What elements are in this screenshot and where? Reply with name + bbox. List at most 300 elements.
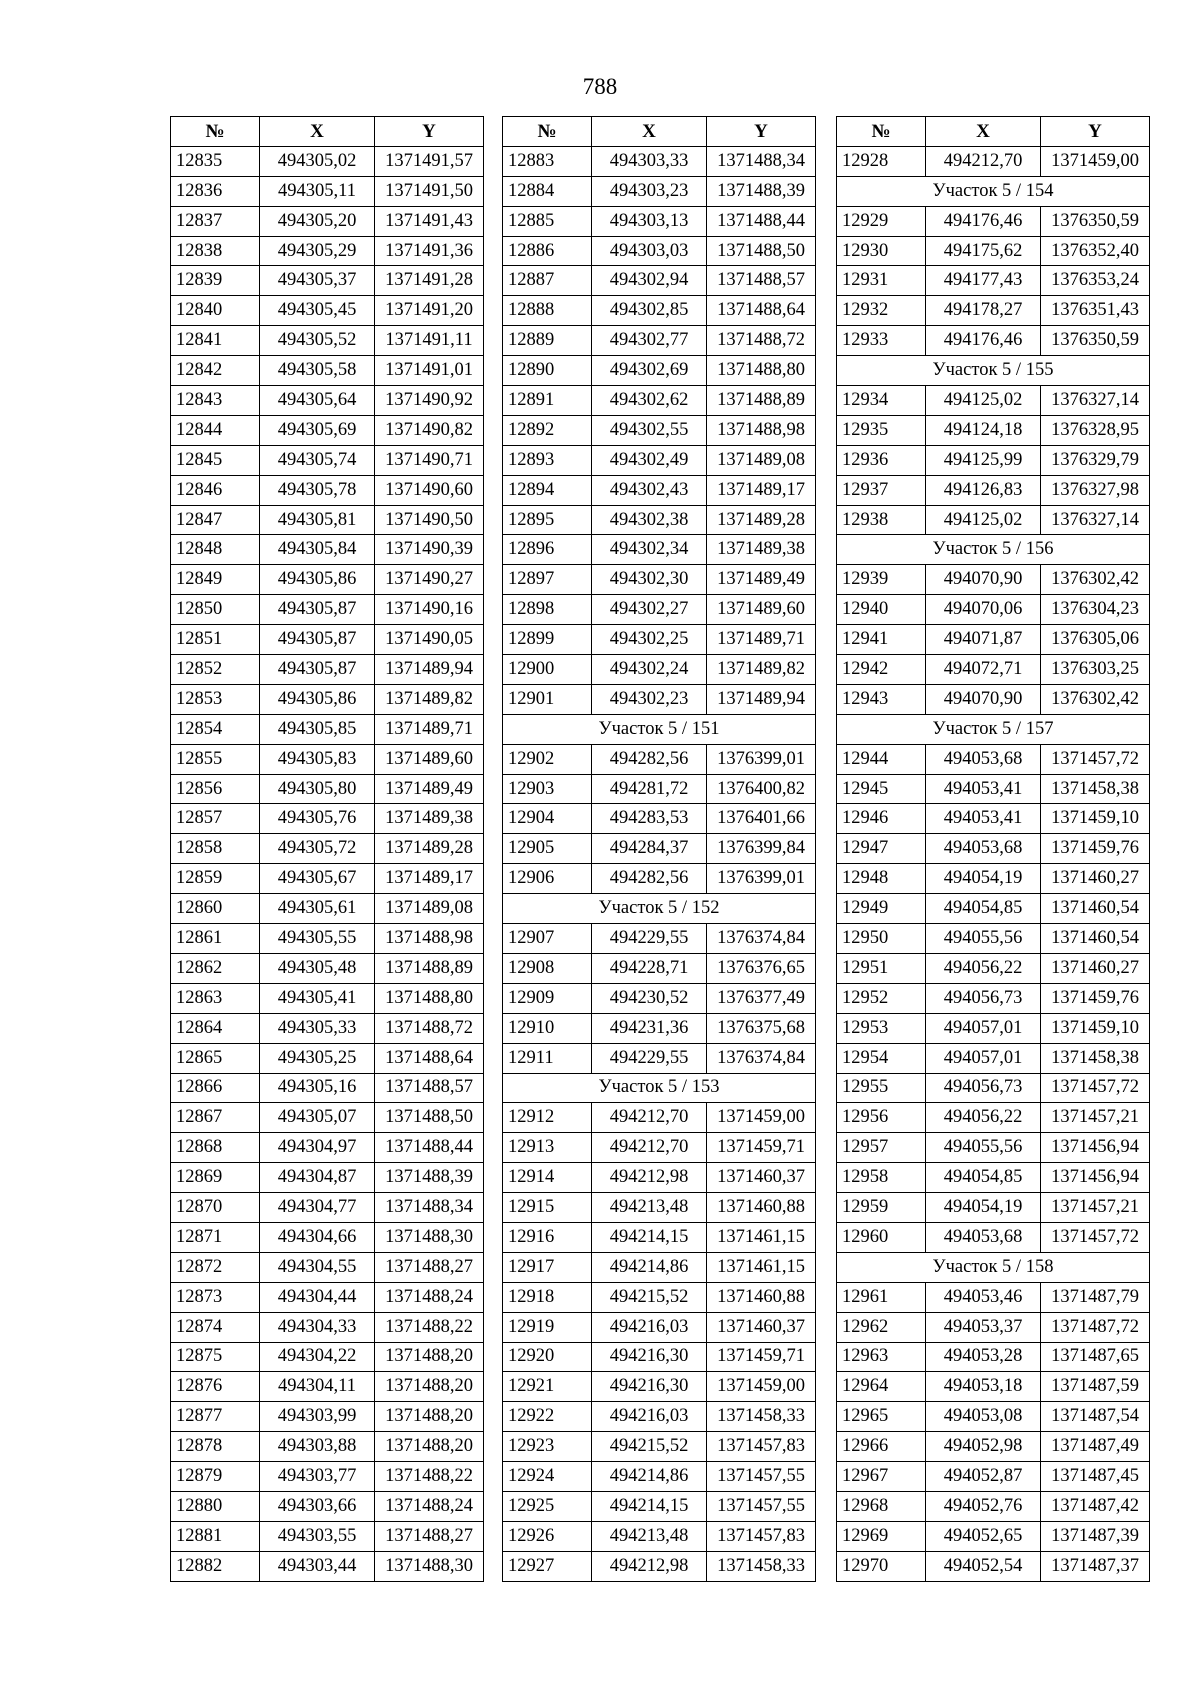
x-coordinate: 494302,27 — [592, 595, 707, 625]
x-coordinate: 494216,03 — [592, 1402, 707, 1432]
table-row — [171, 1013, 484, 1043]
table-row — [837, 983, 1150, 1013]
table-row — [503, 864, 816, 894]
x-coordinate: 494055,56 — [926, 1133, 1041, 1163]
table-row — [503, 834, 816, 864]
y-coordinate: 1371458,38 — [1041, 1043, 1150, 1073]
point-number: 12874 — [171, 1312, 260, 1342]
x-coordinate: 494303,23 — [592, 176, 707, 206]
y-coordinate: 1371490,92 — [375, 386, 484, 416]
x-coordinate: 494305,48 — [260, 953, 375, 983]
x-coordinate: 494304,55 — [260, 1252, 375, 1282]
y-coordinate: 1371488,89 — [375, 953, 484, 983]
table-row — [171, 1521, 484, 1551]
x-coordinate: 494305,87 — [260, 655, 375, 685]
table-row — [503, 1222, 816, 1252]
table-row — [837, 1193, 1150, 1223]
point-number: 12877 — [171, 1402, 260, 1432]
y-coordinate: 1371489,38 — [707, 535, 816, 565]
table-row — [837, 1342, 1150, 1372]
table-row — [171, 565, 484, 595]
point-number: 12873 — [171, 1282, 260, 1312]
y-coordinate: 1371460,54 — [1041, 894, 1150, 924]
point-number: 12962 — [837, 1312, 926, 1342]
section-title: Участок 5 / 157 — [837, 714, 1150, 744]
point-number: 12933 — [837, 326, 926, 356]
x-coordinate: 494302,23 — [592, 684, 707, 714]
table-row — [503, 1312, 816, 1342]
section-row — [837, 714, 1150, 744]
point-number: 12893 — [503, 445, 592, 475]
point-number: 12904 — [503, 804, 592, 834]
x-coordinate: 494214,15 — [592, 1491, 707, 1521]
x-coordinate: 494303,03 — [592, 236, 707, 266]
point-number: 12854 — [171, 714, 260, 744]
point-number: 12965 — [837, 1402, 926, 1432]
y-coordinate: 1371487,65 — [1041, 1342, 1150, 1372]
y-coordinate: 1371488,57 — [375, 1073, 484, 1103]
x-coordinate: 494070,90 — [926, 565, 1041, 595]
table-row — [837, 1551, 1150, 1581]
point-number: 12845 — [171, 445, 260, 475]
point-number: 12839 — [171, 266, 260, 296]
section-row — [837, 176, 1150, 206]
y-coordinate: 1371487,79 — [1041, 1282, 1150, 1312]
y-coordinate: 1371488,80 — [707, 356, 816, 386]
table-row — [171, 415, 484, 445]
table-row — [171, 386, 484, 416]
y-coordinate: 1371488,44 — [375, 1133, 484, 1163]
x-coordinate: 494302,62 — [592, 386, 707, 416]
x-coordinate: 494125,99 — [926, 445, 1041, 475]
x-coordinate: 494303,99 — [260, 1402, 375, 1432]
x-coordinate: 494304,77 — [260, 1193, 375, 1223]
table-row — [171, 774, 484, 804]
x-coordinate: 494070,90 — [926, 684, 1041, 714]
point-number: 12895 — [503, 505, 592, 535]
point-number: 12911 — [503, 1043, 592, 1073]
y-coordinate: 1371460,27 — [1041, 953, 1150, 983]
table-row — [503, 953, 816, 983]
table-row — [503, 1193, 816, 1223]
x-coordinate: 494212,70 — [592, 1133, 707, 1163]
point-number: 12931 — [837, 266, 926, 296]
table-row — [503, 565, 816, 595]
y-coordinate: 1371487,49 — [1041, 1432, 1150, 1462]
table-header-row — [503, 117, 816, 147]
header-y: Y — [1041, 117, 1150, 147]
point-number: 12935 — [837, 415, 926, 445]
table-row — [171, 535, 484, 565]
x-coordinate: 494304,97 — [260, 1133, 375, 1163]
point-number: 12926 — [503, 1521, 592, 1551]
y-coordinate: 1371489,49 — [375, 774, 484, 804]
point-number: 12909 — [503, 983, 592, 1013]
x-coordinate: 494284,37 — [592, 834, 707, 864]
table-row — [503, 1491, 816, 1521]
table-row — [503, 774, 816, 804]
table-row — [837, 684, 1150, 714]
y-coordinate: 1371457,72 — [1041, 744, 1150, 774]
table-row — [171, 1282, 484, 1312]
y-coordinate: 1371488,20 — [375, 1402, 484, 1432]
y-coordinate: 1371488,27 — [375, 1252, 484, 1282]
header-x: X — [592, 117, 707, 147]
table-row — [171, 1312, 484, 1342]
point-number: 12869 — [171, 1163, 260, 1193]
point-number: 12961 — [837, 1282, 926, 1312]
y-coordinate: 1376350,59 — [1041, 206, 1150, 236]
table-row — [171, 236, 484, 266]
table-row — [503, 236, 816, 266]
x-coordinate: 494305,20 — [260, 206, 375, 236]
y-coordinate: 1371491,28 — [375, 266, 484, 296]
table-row — [503, 1342, 816, 1372]
y-coordinate: 1371457,21 — [1041, 1193, 1150, 1223]
x-coordinate: 494305,58 — [260, 356, 375, 386]
x-coordinate: 494056,73 — [926, 983, 1041, 1013]
point-number: 12898 — [503, 595, 592, 625]
point-number: 12884 — [503, 176, 592, 206]
y-coordinate: 1376303,25 — [1041, 655, 1150, 685]
point-number: 12900 — [503, 655, 592, 685]
point-number: 12929 — [837, 206, 926, 236]
header-y: Y — [375, 117, 484, 147]
point-number: 12864 — [171, 1013, 260, 1043]
y-coordinate: 1371459,00 — [707, 1372, 816, 1402]
point-number: 12862 — [171, 953, 260, 983]
point-number: 12928 — [837, 146, 926, 176]
point-number: 12963 — [837, 1342, 926, 1372]
table-row — [171, 1432, 484, 1462]
y-coordinate: 1371490,71 — [375, 445, 484, 475]
x-coordinate: 494178,27 — [926, 296, 1041, 326]
table-row — [171, 1163, 484, 1193]
point-number: 12887 — [503, 266, 592, 296]
x-coordinate: 494302,55 — [592, 415, 707, 445]
y-coordinate: 1371490,60 — [375, 475, 484, 505]
y-coordinate: 1371489,17 — [375, 864, 484, 894]
point-number: 12878 — [171, 1432, 260, 1462]
x-coordinate: 494057,01 — [926, 1043, 1041, 1073]
y-coordinate: 1371459,76 — [1041, 983, 1150, 1013]
table-row — [503, 1402, 816, 1432]
y-coordinate: 1376401,66 — [707, 804, 816, 834]
point-number: 12955 — [837, 1073, 926, 1103]
table-row — [171, 1402, 484, 1432]
table-row — [503, 535, 816, 565]
x-coordinate: 494303,55 — [260, 1521, 375, 1551]
table-row — [503, 1551, 816, 1581]
x-coordinate: 494304,66 — [260, 1222, 375, 1252]
table-row — [171, 1193, 484, 1223]
point-number: 12863 — [171, 983, 260, 1013]
x-coordinate: 494176,46 — [926, 206, 1041, 236]
table-row — [837, 953, 1150, 983]
y-coordinate: 1371456,94 — [1041, 1133, 1150, 1163]
point-number: 12857 — [171, 804, 260, 834]
section-row — [837, 1252, 1150, 1282]
point-number: 12848 — [171, 535, 260, 565]
table-row — [171, 326, 484, 356]
point-number: 12891 — [503, 386, 592, 416]
x-coordinate: 494305,74 — [260, 445, 375, 475]
x-coordinate: 494303,33 — [592, 146, 707, 176]
y-coordinate: 1371490,16 — [375, 595, 484, 625]
x-coordinate: 494302,85 — [592, 296, 707, 326]
y-coordinate: 1371487,54 — [1041, 1402, 1150, 1432]
y-coordinate: 1371489,82 — [375, 684, 484, 714]
x-coordinate: 494056,22 — [926, 1103, 1041, 1133]
x-coordinate: 494214,15 — [592, 1222, 707, 1252]
point-number: 12908 — [503, 953, 592, 983]
y-coordinate: 1371488,98 — [375, 924, 484, 954]
y-coordinate: 1371487,72 — [1041, 1312, 1150, 1342]
table-row — [503, 1432, 816, 1462]
x-coordinate: 494305,16 — [260, 1073, 375, 1103]
point-number: 12943 — [837, 684, 926, 714]
section-title: Участок 5 / 153 — [503, 1073, 816, 1103]
point-number: 12923 — [503, 1432, 592, 1462]
point-number: 12922 — [503, 1402, 592, 1432]
point-number: 12859 — [171, 864, 260, 894]
point-number: 12946 — [837, 804, 926, 834]
table-row — [837, 266, 1150, 296]
y-coordinate: 1376375,68 — [707, 1013, 816, 1043]
point-number: 12871 — [171, 1222, 260, 1252]
section-row — [503, 894, 816, 924]
y-coordinate: 1371459,00 — [707, 1103, 816, 1133]
point-number: 12948 — [837, 864, 926, 894]
x-coordinate: 494214,86 — [592, 1462, 707, 1492]
x-coordinate: 494305,78 — [260, 475, 375, 505]
x-coordinate: 494303,77 — [260, 1462, 375, 1492]
point-number: 12851 — [171, 625, 260, 655]
table-row — [837, 1312, 1150, 1342]
x-coordinate: 494283,53 — [592, 804, 707, 834]
x-coordinate: 494212,70 — [926, 146, 1041, 176]
x-coordinate: 494212,98 — [592, 1551, 707, 1581]
point-number: 12896 — [503, 535, 592, 565]
point-number: 12920 — [503, 1342, 592, 1372]
point-number: 12940 — [837, 595, 926, 625]
table-row — [171, 1551, 484, 1581]
x-coordinate: 494302,94 — [592, 266, 707, 296]
table-row — [837, 1402, 1150, 1432]
section-row — [503, 1073, 816, 1103]
y-coordinate: 1371488,39 — [707, 176, 816, 206]
table-row — [171, 1491, 484, 1521]
y-coordinate: 1371488,64 — [375, 1043, 484, 1073]
point-number: 12892 — [503, 415, 592, 445]
x-coordinate: 494229,55 — [592, 1043, 707, 1073]
table-row — [503, 625, 816, 655]
point-number: 12879 — [171, 1462, 260, 1492]
point-number: 12912 — [503, 1103, 592, 1133]
point-number: 12957 — [837, 1133, 926, 1163]
table-row — [837, 236, 1150, 266]
table-row — [171, 176, 484, 206]
section-title: Участок 5 / 156 — [837, 535, 1150, 565]
point-number: 12853 — [171, 684, 260, 714]
table-row — [837, 146, 1150, 176]
table-row — [171, 475, 484, 505]
table-row — [837, 1222, 1150, 1252]
point-number: 12970 — [837, 1551, 926, 1581]
x-coordinate: 494305,87 — [260, 625, 375, 655]
table-row — [837, 326, 1150, 356]
table-row — [837, 565, 1150, 595]
y-coordinate: 1376329,79 — [1041, 445, 1150, 475]
table-row — [837, 386, 1150, 416]
point-number: 12838 — [171, 236, 260, 266]
y-coordinate: 1371457,72 — [1041, 1222, 1150, 1252]
x-coordinate: 494305,29 — [260, 236, 375, 266]
x-coordinate: 494305,11 — [260, 176, 375, 206]
x-coordinate: 494230,52 — [592, 983, 707, 1013]
table-row — [171, 1462, 484, 1492]
y-coordinate: 1376350,59 — [1041, 326, 1150, 356]
point-number: 12968 — [837, 1491, 926, 1521]
x-coordinate: 494053,18 — [926, 1372, 1041, 1402]
y-coordinate: 1376374,84 — [707, 924, 816, 954]
table-row — [171, 505, 484, 535]
point-number: 12930 — [837, 236, 926, 266]
y-coordinate: 1371458,38 — [1041, 774, 1150, 804]
table-row — [503, 924, 816, 954]
x-coordinate: 494124,18 — [926, 415, 1041, 445]
section-row — [503, 714, 816, 744]
y-coordinate: 1371490,27 — [375, 565, 484, 595]
x-coordinate: 494305,67 — [260, 864, 375, 894]
point-number: 12872 — [171, 1252, 260, 1282]
y-coordinate: 1371488,39 — [375, 1163, 484, 1193]
point-number: 12850 — [171, 595, 260, 625]
x-coordinate: 494126,83 — [926, 475, 1041, 505]
point-number: 12902 — [503, 744, 592, 774]
y-coordinate: 1371459,00 — [1041, 146, 1150, 176]
x-coordinate: 494282,56 — [592, 864, 707, 894]
point-number: 12901 — [503, 684, 592, 714]
point-number: 12846 — [171, 475, 260, 505]
table-row — [171, 356, 484, 386]
y-coordinate: 1376377,49 — [707, 983, 816, 1013]
point-number: 12897 — [503, 565, 592, 595]
y-coordinate: 1371487,59 — [1041, 1372, 1150, 1402]
point-number: 12844 — [171, 415, 260, 445]
table-row — [171, 146, 484, 176]
point-number: 12910 — [503, 1013, 592, 1043]
point-number: 12885 — [503, 206, 592, 236]
table-row — [503, 146, 816, 176]
point-number: 12861 — [171, 924, 260, 954]
x-coordinate: 494305,69 — [260, 415, 375, 445]
point-number: 12858 — [171, 834, 260, 864]
y-coordinate: 1371491,50 — [375, 176, 484, 206]
table-row — [171, 804, 484, 834]
point-number: 12932 — [837, 296, 926, 326]
y-coordinate: 1371460,88 — [707, 1282, 816, 1312]
y-coordinate: 1371456,94 — [1041, 1163, 1150, 1193]
y-coordinate: 1371489,08 — [707, 445, 816, 475]
x-coordinate: 494304,22 — [260, 1342, 375, 1372]
point-number: 12835 — [171, 146, 260, 176]
point-number: 12847 — [171, 505, 260, 535]
y-coordinate: 1371490,39 — [375, 535, 484, 565]
table-row — [503, 386, 816, 416]
coordinates-table-1 — [170, 116, 484, 1582]
table-row — [837, 1432, 1150, 1462]
coordinates-table-2 — [502, 116, 816, 1582]
point-number: 12917 — [503, 1252, 592, 1282]
point-number: 12849 — [171, 565, 260, 595]
table-row — [503, 1133, 816, 1163]
x-coordinate: 494305,84 — [260, 535, 375, 565]
point-number: 12841 — [171, 326, 260, 356]
y-coordinate: 1371457,21 — [1041, 1103, 1150, 1133]
y-coordinate: 1376399,01 — [707, 864, 816, 894]
x-coordinate: 494176,46 — [926, 326, 1041, 356]
x-coordinate: 494125,02 — [926, 386, 1041, 416]
x-coordinate: 494231,36 — [592, 1013, 707, 1043]
y-coordinate: 1376353,24 — [1041, 266, 1150, 296]
point-number: 12856 — [171, 774, 260, 804]
table-row — [837, 1282, 1150, 1312]
x-coordinate: 494302,24 — [592, 655, 707, 685]
table-row — [171, 684, 484, 714]
point-number: 12924 — [503, 1462, 592, 1492]
y-coordinate: 1371488,80 — [375, 983, 484, 1013]
y-coordinate: 1371489,60 — [375, 744, 484, 774]
x-coordinate: 494302,30 — [592, 565, 707, 595]
y-coordinate: 1376352,40 — [1041, 236, 1150, 266]
x-coordinate: 494056,22 — [926, 953, 1041, 983]
y-coordinate: 1371490,05 — [375, 625, 484, 655]
table-row — [837, 625, 1150, 655]
y-coordinate: 1371457,55 — [707, 1462, 816, 1492]
x-coordinate: 494305,55 — [260, 924, 375, 954]
point-number: 12840 — [171, 296, 260, 326]
y-coordinate: 1371489,08 — [375, 894, 484, 924]
point-number: 12921 — [503, 1372, 592, 1402]
y-coordinate: 1371491,57 — [375, 146, 484, 176]
x-coordinate: 494055,56 — [926, 924, 1041, 954]
point-number: 12907 — [503, 924, 592, 954]
y-coordinate: 1376327,98 — [1041, 475, 1150, 505]
x-coordinate: 494305,64 — [260, 386, 375, 416]
table-row — [503, 475, 816, 505]
table-row — [503, 1043, 816, 1073]
point-number: 12942 — [837, 655, 926, 685]
y-coordinate: 1371457,72 — [1041, 1073, 1150, 1103]
y-coordinate: 1371489,60 — [707, 595, 816, 625]
table-row — [171, 445, 484, 475]
point-number: 12860 — [171, 894, 260, 924]
y-coordinate: 1371460,54 — [1041, 924, 1150, 954]
x-coordinate: 494305,72 — [260, 834, 375, 864]
y-coordinate: 1371488,64 — [707, 296, 816, 326]
point-number: 12947 — [837, 834, 926, 864]
y-coordinate: 1371488,72 — [707, 326, 816, 356]
x-coordinate: 494303,88 — [260, 1432, 375, 1462]
header-y: Y — [707, 117, 816, 147]
x-coordinate: 494052,76 — [926, 1491, 1041, 1521]
point-number: 12945 — [837, 774, 926, 804]
x-coordinate: 494305,52 — [260, 326, 375, 356]
y-coordinate: 1371460,27 — [1041, 864, 1150, 894]
table-row — [171, 1372, 484, 1402]
x-coordinate: 494281,72 — [592, 774, 707, 804]
